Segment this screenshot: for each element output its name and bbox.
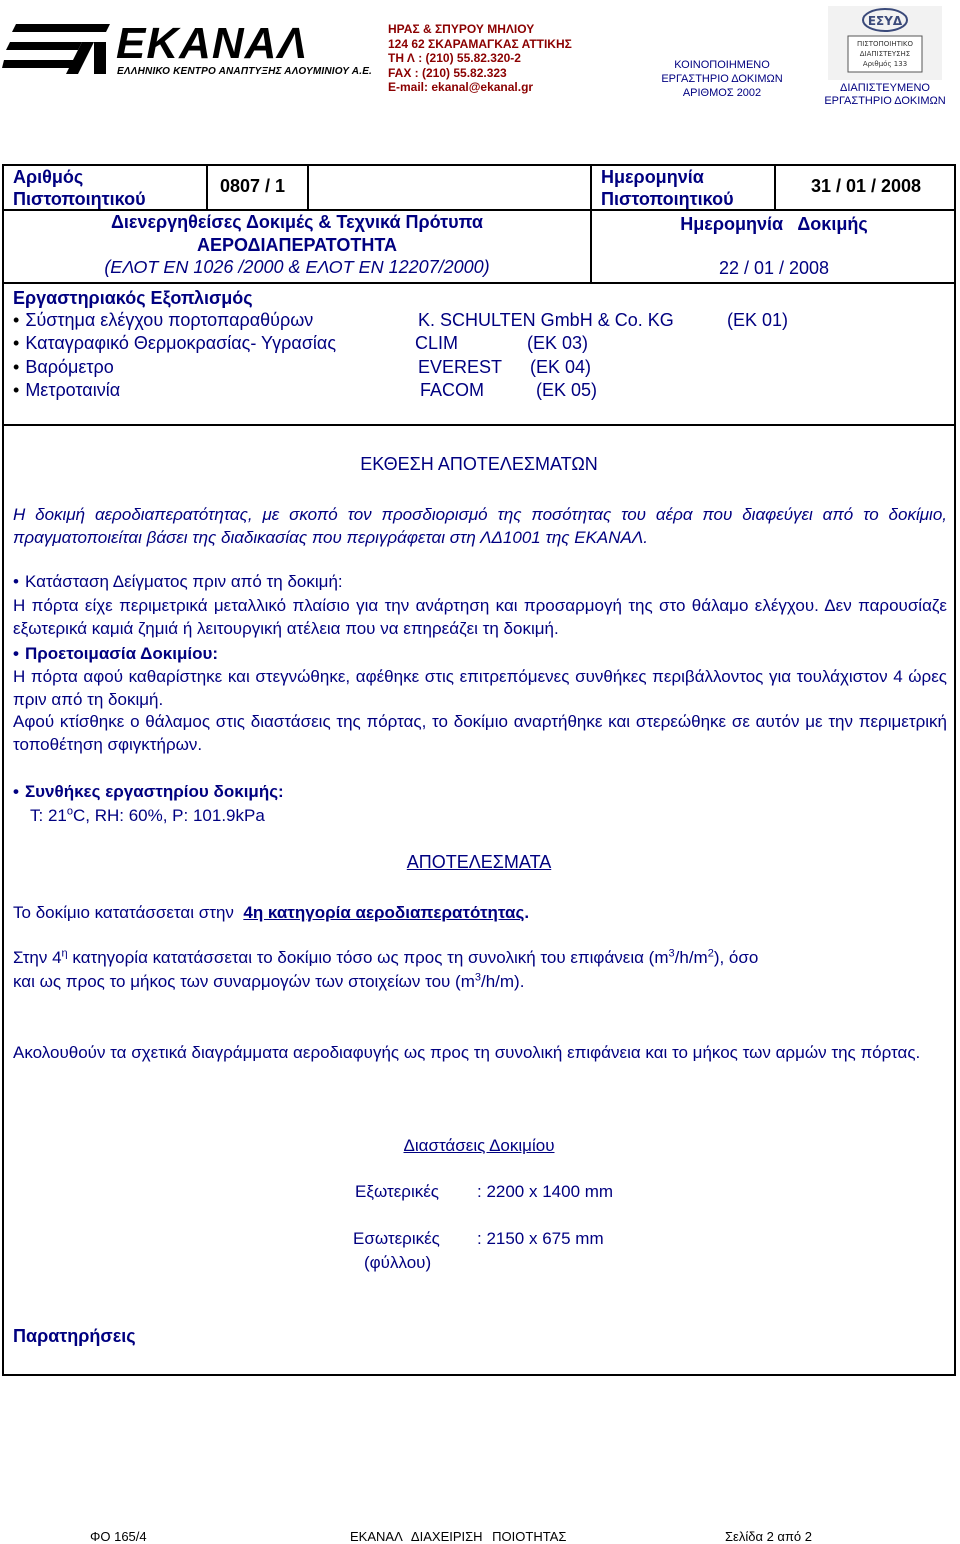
esyd-accreditation-logo-icon bbox=[828, 6, 942, 80]
equipment-item-name: • Σύστημα ελέγχου πορτοπαραθύρων bbox=[13, 309, 313, 332]
accredited-lab-block bbox=[812, 82, 958, 108]
test-date-value: 22 / 01 / 2008 bbox=[718, 258, 830, 278]
equipment-item-code: (ΕΚ 05) bbox=[536, 380, 598, 400]
equipment-item-name: • Μετροταινία bbox=[13, 379, 120, 402]
divider bbox=[206, 164, 208, 210]
class-detail-line-1: Στην $4^\eta$ κατηγορία κατατάσσεται το δοκίμιο τόσο ως προς τη συνολική του επιφάνεια $(m^3/h/m^2)$, όσο bbox=[13, 947, 759, 967]
internal-dims-label: Εσωτερικές bbox=[353, 1229, 440, 1248]
equipment-item-name: • Καταγραφικό Θερμοκρασίας- Υγρασίας bbox=[13, 332, 336, 355]
equipment-item-maker: FACOM bbox=[420, 380, 485, 400]
lab-conditions-values: T: 21$^o$C, RH: 60%, P: 101.9kPa bbox=[30, 805, 265, 825]
external-dims-value: : 2200 x 1400 mm bbox=[477, 1182, 614, 1201]
condition-text: Η πόρτα είχε περιμετρικά μεταλλικό πλαίσιο για την ανάρτηση και προσαρμογή της στο θάλαμο ελέγχου. Δεν παρουσίαζε εξωτερικά καμιά ζημιά ή λειτουργική ατέλεια που να επηρεάζει τη δοκιμή. bbox=[13, 596, 947, 638]
certificate-date-value: 31 / 01 / 2008 bbox=[810, 176, 922, 196]
ekanal-logo-icon bbox=[2, 18, 110, 80]
results-title: ΑΠΟΤΕΛΕΣΜΑΤΑ bbox=[406, 852, 552, 872]
footer-page: Σελίδα 2 από 2 bbox=[725, 1529, 812, 1544]
external-dims-label: Εξωτερικές bbox=[355, 1182, 439, 1201]
esyd-logo-line-2: ΔΙΑΠΙΣΤΕΥΣΗΣ bbox=[859, 50, 911, 58]
equipment-item-code: (ΕΚ 01) bbox=[727, 310, 789, 330]
divider bbox=[307, 164, 309, 210]
fax: FAX : (210) 55.82.323 bbox=[388, 65, 507, 80]
tests-label: Διενεργηθείσες Δοκιμές & Τεχνικά Πρότυπα bbox=[110, 212, 484, 232]
test-name: ΑΕΡΟΔΙΑΠΕΡΑΤΟΤΗΤΑ bbox=[197, 235, 397, 255]
prep-text-1: Η πόρτα αφού καθαρίστηκε και στεγνώθηκε, αφέθηκε στις επιτρεπόμενες συνθήκες περιβάλλοντος για τουλάχιστον 4 ώρες πριν από τη δοκιμή. bbox=[13, 667, 947, 709]
class-detail-line-2: και ως προς το μήκος των συναρμογών των στοιχείων του $(m^3/h/m)$. bbox=[13, 971, 525, 991]
lab-conditions-title: • Συνθήκες εργαστηρίου δοκιμής: bbox=[13, 780, 947, 803]
equipment-item-maker: K. SCHULTEN GmbH & Co. KG bbox=[418, 310, 674, 330]
logo-wordmark: ΕΚΑΝΑΛ bbox=[116, 19, 308, 68]
certificate-number-value: 0807 / 1 bbox=[220, 176, 286, 196]
dimensions-title: Διαστάσεις Δοκιμίου bbox=[403, 1136, 555, 1155]
condition-title: • Κατάσταση Δείγματος πριν από τη δοκιμή: bbox=[13, 570, 947, 593]
accredited-line-2: ΕΡΓΑΣΤΗΡΙΟ ΔΟΚΙΜΩΝ bbox=[824, 95, 946, 107]
equipment-item-code: (ΕΚ 04) bbox=[530, 357, 592, 377]
certificate-number-label: Αριθμός Πιστοποιητικού bbox=[13, 167, 146, 209]
equipment-item-maker: CLIM bbox=[415, 333, 459, 353]
report-intro: Η δοκιμή αεροδιαπερατότητας, με σκοπό τον προσδιορισμό της ποσότητας του αέρα που διαφεύγει από το δοκίμιο, πραγματοποιείται βάσει της διαδικασίας που περιγράφεται στη ΛΔ1001 της ΕΚΑΝΑΛ. bbox=[13, 505, 947, 547]
test-date-label: Ημερομηνία Δοκιμής bbox=[680, 214, 868, 234]
phone: ΤΗ Λ : (210) 55.82.320-2 bbox=[388, 51, 521, 65]
email[interactable]: E-mail: ekanal@ekanal.gr bbox=[388, 80, 534, 94]
esyd-logo-line-3: Αριθμός 133 bbox=[862, 60, 908, 68]
footer-doc-code: ΦΟ 165/4 bbox=[90, 1529, 147, 1544]
accredited-line-1: ΔΙΑΠΙΣΤΕΥΜΕΝΟ bbox=[840, 82, 930, 94]
notified-line-3: ΑΡΙΘΜΟΣ 2002 bbox=[682, 87, 762, 99]
remarks-label: Παρατηρήσεις bbox=[13, 1326, 136, 1346]
report-title: ΕΚΘΕΣΗ ΑΠΟΤΕΛΕΣΜΑΤΩΝ bbox=[360, 454, 598, 474]
equipment-item-code: (ΕΚ 03) bbox=[527, 333, 589, 353]
notified-line-2: ΕΡΓΑΣΤΗΡΙΟ ΔΟΚΙΜΩΝ bbox=[661, 73, 783, 85]
address-line-1: ΗΡΑΣ & ΣΠΥΡΟΥ ΜΗΛΙΟΥ bbox=[388, 22, 535, 36]
classification-value: 4η κατηγορία αεροδιαπερατότητας bbox=[243, 903, 525, 922]
notified-lab-block bbox=[640, 58, 804, 100]
esyd-logo-text: ΕΣΥΔ bbox=[867, 14, 903, 28]
test-standards: (ΕΛΟΤ ΕΝ 1026 /2000 & ΕΛΟΤ ΕΝ 12207/2000) bbox=[104, 257, 490, 277]
internal-dims-note: (φύλλου) bbox=[364, 1253, 432, 1272]
equipment-item-name: • Βαρόμετρο bbox=[13, 356, 114, 379]
certificate-date-label: Ημερομηνία Πιστοποιητικού bbox=[601, 167, 734, 209]
divider bbox=[774, 164, 776, 210]
notified-line-1: ΚΟΙΝΟΠΟΙΗΜΕΝΟ bbox=[674, 59, 770, 71]
contact-block bbox=[388, 22, 572, 95]
footer-system: ΕΚΑΝΑΛ ΔΙΑΧΕΙΡΙΣΗ ΠΟΙΟΤΗΤΑΣ bbox=[350, 1529, 567, 1544]
logo-subtitle: ΕΛΛΗΝΙΚΟ ΚΕΝΤΡΟ ΑΝΑΠΤΥΞΗΣ ΑΛΟΥΜΙΝΙΟΥ Α.Ε. bbox=[117, 66, 373, 77]
prep-text-2: Αφού κτίσθηκε ο θάλαμος στις διαστάσεις της πόρτας, το δοκίμιο αναρτήθηκε και στερεώθηκε σε αυτόν με την περιμετρική τοποθέτηση σφιγκτήρων. bbox=[13, 712, 947, 754]
prep-title: • Προετοιμασία Δοκιμίου: bbox=[13, 642, 947, 665]
esyd-logo-line-1: ΠΙΣΤΟΠΟΙΗΤΙΚΟ bbox=[856, 40, 914, 48]
divider bbox=[2, 424, 956, 426]
equipment-item-maker: EVEREST bbox=[418, 357, 503, 377]
internal-dims-value: : 2150 x 675 mm bbox=[477, 1229, 604, 1248]
diagrams-note: Ακολουθούν τα σχετικά διαγράμματα αεροδιαφυγής ως προς τη συνολική επιφάνεια και το μήκος των αρμών της πόρτας. bbox=[13, 1043, 921, 1062]
divider bbox=[2, 282, 956, 284]
classification-line: Το δοκίμιο κατατάσσεται στην 4η κατηγορία αεροδιαπερατότητας. bbox=[13, 903, 530, 922]
address-line-2: 124 62 ΣΚΑΡΑΜΑΓΚΑΣ ΑΤΤΙΚΗΣ bbox=[388, 36, 572, 51]
equipment-title: Εργαστηριακός Εξοπλισμός bbox=[13, 288, 253, 308]
